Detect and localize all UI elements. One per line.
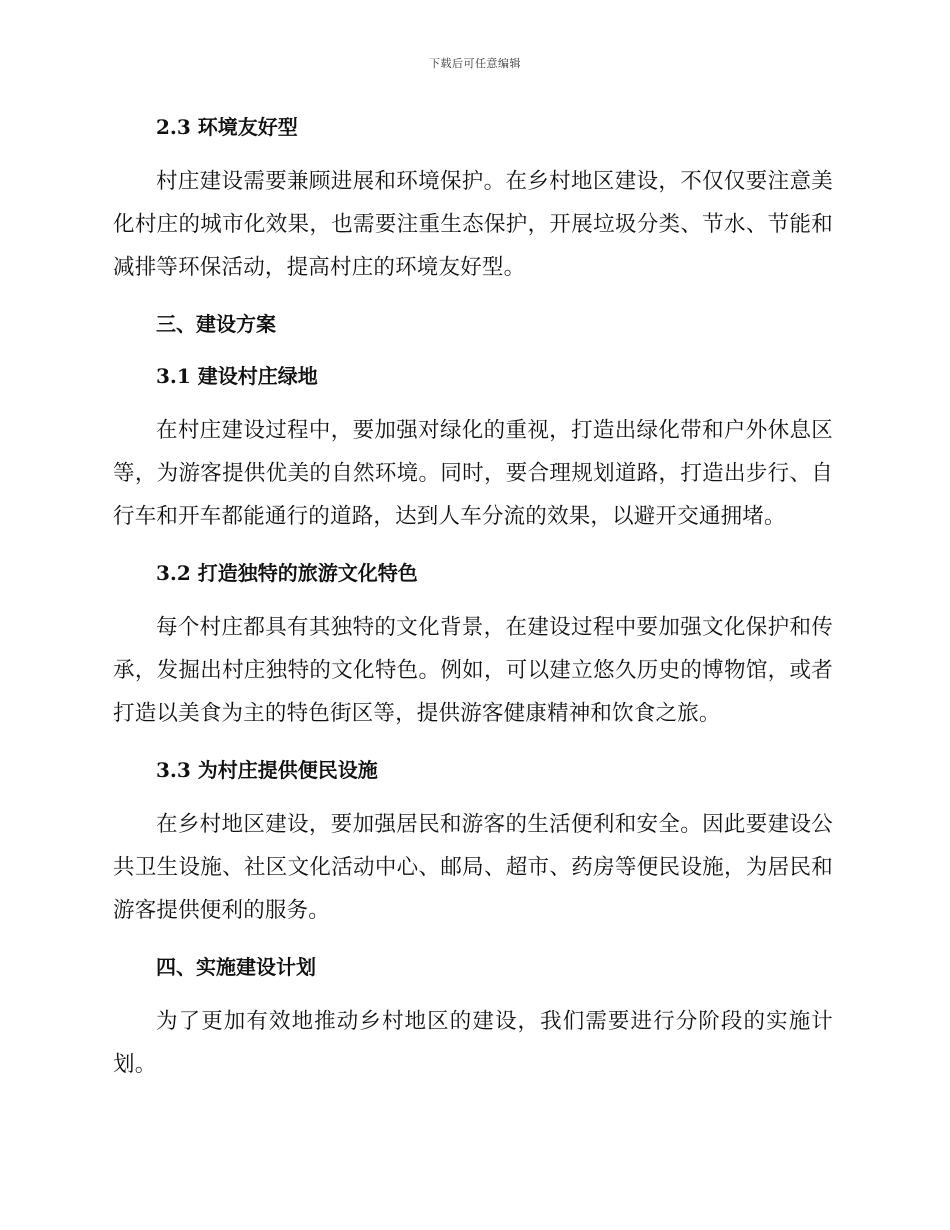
section-4-paragraph: 为了更加有效地推动乡村地区的建设，我们需要进行分阶段的实施计划。 xyxy=(113,1009,833,1077)
document-body xyxy=(113,108,833,1102)
section-3-1-paragraph: 在村庄建设过程中，要加强对绿化的重视，打造出绿化带和户外休息区等，为游客提供优美的自然环境。同时，要合理规划道路，打造出步行、自行车和开车都能通行的道路，达到人车分流的效果，以避开交通拥堵。 xyxy=(113,418,833,529)
section-4-heading: 四、实施建设计划 xyxy=(156,955,316,979)
section-2-3-paragraph: 村庄建设需要兼顾进展和环境保护。在乡村地区建设，不仅仅要注意美化村庄的城市化效果，也需要注重生态保护，开展垃圾分类、节水、节能和减排等环保活动，提高村庄的环境友好型。 xyxy=(113,169,833,280)
section-2-3-heading: 2.3 环境友好型 xyxy=(156,115,298,139)
section-3-2-heading: 3.2 打造独特的旅游文化特色 xyxy=(156,561,418,585)
section-3-3-paragraph: 在乡村地区建设，要加强居民和游客的生活便利和安全。因此要建设公共卫生设施、社区文化活动中心、邮局、超市、药房等便民设施，为居民和游客提供便利的服务。 xyxy=(113,812,833,923)
section-3-heading: 三、建设方案 xyxy=(156,312,276,336)
section-3-1-heading: 3.1 建设村庄绿地 xyxy=(156,364,318,388)
section-3-2-paragraph: 每个村庄都具有其独特的文化背景，在建设过程中要加强文化保护和传承，发掘出村庄独特的文化特色。例如，可以建立悠久历史的博物馆，或者打造以美食为主的特色街区等，提供游客健康精神和饮食之旅。 xyxy=(113,615,833,726)
section-3-3-heading: 3.3 为村庄提供便民设施 xyxy=(156,758,378,782)
header-note: 下载后可任意编辑 xyxy=(429,57,521,70)
